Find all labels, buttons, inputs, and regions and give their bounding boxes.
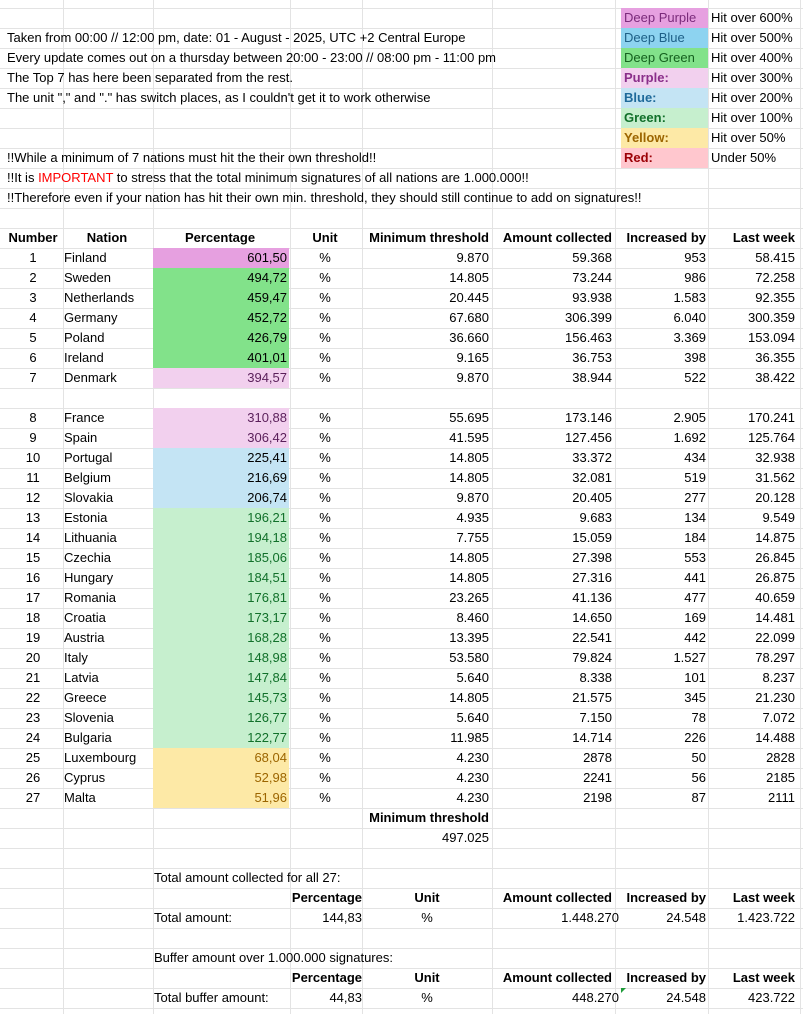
cell-percentage[interactable]: 452,72 [247, 310, 287, 325]
cell-min-threshold[interactable]: 9.870 [456, 250, 489, 265]
cell-unit[interactable]: % [319, 770, 331, 785]
legend-description[interactable]: Hit over 400% [711, 50, 793, 65]
buffer-last-week[interactable]: 423.722 [748, 990, 795, 1005]
cell-last-week[interactable]: 36.355 [755, 350, 795, 365]
cell-amount-collected[interactable]: 306.399 [565, 310, 612, 325]
cell-number[interactable]: 13 [25, 510, 41, 525]
cell-increased-by[interactable]: 1.583 [673, 290, 706, 305]
legend-description[interactable]: Hit over 600% [711, 10, 793, 25]
cell-unit[interactable]: % [319, 650, 331, 665]
header-percentage[interactable]: Percentage [184, 230, 256, 245]
cell-percentage[interactable]: 196,21 [247, 510, 287, 525]
cell-nation[interactable]: Germany [64, 310, 118, 325]
cell-percentage[interactable]: 176,81 [247, 590, 287, 605]
cell-percentage[interactable]: 306,42 [247, 430, 287, 445]
cell-percentage[interactable]: 310,88 [247, 410, 287, 425]
cell-amount-collected[interactable]: 7.150 [579, 710, 612, 725]
cell-nation[interactable]: Netherlands [64, 290, 135, 305]
legend-description[interactable]: Hit over 50% [711, 130, 786, 145]
cell-amount-collected[interactable]: 36.753 [572, 350, 612, 365]
cell-unit[interactable]: % [319, 730, 331, 745]
cell-nation[interactable]: Austria [64, 630, 105, 645]
cell-number[interactable]: 27 [25, 790, 41, 805]
cell-percentage[interactable]: 206,74 [247, 490, 287, 505]
cell-unit[interactable]: % [319, 470, 331, 485]
cell-amount-collected[interactable]: 2241 [583, 770, 612, 785]
cell-number[interactable]: 12 [25, 490, 41, 505]
buffer-percentage[interactable]: 44,83 [329, 990, 362, 1005]
total-title[interactable]: Total amount collected for all 27: [154, 870, 341, 885]
cell-unit[interactable]: % [319, 610, 331, 625]
cell-amount-collected[interactable]: 79.824 [572, 650, 612, 665]
cell-unit[interactable]: % [319, 270, 331, 285]
header-increased-by[interactable]: Increased by [626, 230, 706, 245]
cell-percentage[interactable]: 168,28 [247, 630, 287, 645]
cell-increased-by[interactable]: 522 [684, 370, 706, 385]
cell-amount-collected[interactable]: 32.081 [572, 470, 612, 485]
buffer-increased-by[interactable]: 24.548 [666, 990, 706, 1005]
cell-min-threshold[interactable]: 36.660 [449, 330, 489, 345]
cell-min-threshold[interactable]: 14.805 [449, 570, 489, 585]
buffer-header-increased[interactable]: Increased by [626, 970, 706, 985]
cell-number[interactable]: 8 [29, 410, 37, 425]
cell-min-threshold[interactable]: 9.870 [456, 490, 489, 505]
cell-last-week[interactable]: 92.355 [755, 290, 795, 305]
cell-min-threshold[interactable]: 7.755 [456, 530, 489, 545]
cell-amount-collected[interactable]: 9.683 [579, 510, 612, 525]
important-highlight: IMPORTANT [38, 170, 114, 185]
cell-number[interactable]: 22 [25, 690, 41, 705]
cell-min-threshold[interactable]: 9.165 [456, 350, 489, 365]
cell-nation[interactable]: Hungary [64, 570, 114, 585]
cell-percentage[interactable]: 145,73 [247, 690, 287, 705]
cell-min-threshold[interactable]: 14.805 [449, 470, 489, 485]
cell-last-week[interactable]: 125.764 [748, 430, 795, 445]
cell-last-week[interactable]: 26.875 [755, 570, 795, 585]
cell-unit[interactable]: % [319, 550, 331, 565]
cell-last-week[interactable]: 170.241 [748, 410, 795, 425]
cell-nation[interactable]: Slovakia [64, 490, 114, 505]
cell-min-threshold[interactable]: 4.935 [456, 510, 489, 525]
warning-suffix: to stress that the total minimum signatures of all nations are 1.000.000!! [113, 170, 529, 185]
cell-increased-by[interactable]: 78 [691, 710, 706, 725]
cell-min-threshold[interactable]: 9.870 [456, 370, 489, 385]
cell-amount-collected[interactable]: 2878 [583, 750, 612, 765]
cell-unit[interactable]: % [319, 250, 331, 265]
cell-min-threshold[interactable]: 5.640 [456, 670, 489, 685]
cell-number[interactable]: 7 [29, 370, 37, 385]
cell-amount-collected[interactable]: 156.463 [565, 330, 612, 345]
note-line-1[interactable]: Taken from 00:00 // 12:00 pm, date: 01 - August - 2025, UTC +2 Central Europe [7, 30, 466, 45]
cell-percentage[interactable]: 52,98 [254, 770, 287, 785]
header-min-threshold[interactable]: Minimum threshold [369, 230, 489, 245]
cell-nation[interactable]: Spain [64, 430, 98, 445]
cell-min-threshold[interactable]: 14.805 [449, 550, 489, 565]
cell-min-threshold[interactable]: 20.445 [449, 290, 489, 305]
cell-percentage[interactable]: 51,96 [254, 790, 287, 805]
cell-increased-by[interactable]: 477 [684, 590, 706, 605]
cell-number[interactable]: 21 [25, 670, 41, 685]
cell-number[interactable]: 14 [25, 530, 41, 545]
cell-number[interactable]: 16 [25, 570, 41, 585]
cell-increased-by[interactable]: 56 [691, 770, 706, 785]
cell-last-week[interactable]: 22.099 [755, 630, 795, 645]
cell-nation[interactable]: Portugal [64, 450, 113, 465]
cell-number[interactable]: 5 [29, 330, 37, 345]
cell-percentage[interactable]: 148,98 [247, 650, 287, 665]
total-percentage[interactable]: 144,83 [322, 910, 362, 925]
cell-nation[interactable]: Cyprus [64, 770, 106, 785]
cell-last-week[interactable]: 21.230 [755, 690, 795, 705]
cell-amount-collected[interactable]: 127.456 [565, 430, 612, 445]
cell-increased-by[interactable]: 441 [684, 570, 706, 585]
cell-last-week[interactable]: 2185 [766, 770, 795, 785]
cell-min-threshold[interactable]: 14.805 [449, 270, 489, 285]
cell-percentage[interactable]: 173,17 [247, 610, 287, 625]
legend-description[interactable]: Hit over 500% [711, 30, 793, 45]
cell-unit[interactable]: % [319, 490, 331, 505]
total-header-percentage[interactable]: Percentage [291, 890, 362, 905]
header-unit[interactable]: Unit [312, 230, 338, 245]
cell-percentage[interactable]: 459,47 [247, 290, 287, 305]
cell-unit[interactable]: % [319, 530, 331, 545]
cell-last-week[interactable]: 78.297 [755, 650, 795, 665]
cell-last-week[interactable]: 2828 [766, 750, 795, 765]
cell-nation[interactable]: Estonia [64, 510, 108, 525]
buffer-unit[interactable]: % [421, 990, 433, 1005]
cell-unit[interactable]: % [319, 430, 331, 445]
cell-amount-collected[interactable]: 14.714 [572, 730, 612, 745]
cell-last-week[interactable]: 14.481 [755, 610, 795, 625]
cell-percentage[interactable]: 401,01 [247, 350, 287, 365]
cell-percentage[interactable]: 225,41 [247, 450, 287, 465]
cell-last-week[interactable]: 20.128 [755, 490, 795, 505]
cell-last-week[interactable]: 8.237 [762, 670, 795, 685]
cell-number[interactable]: 3 [29, 290, 37, 305]
cell-nation[interactable]: Finland [64, 250, 107, 265]
cell-increased-by[interactable]: 226 [684, 730, 706, 745]
total-header-last-week[interactable]: Last week [732, 890, 795, 905]
cell-amount-collected[interactable]: 22.541 [572, 630, 612, 645]
cell-increased-by[interactable]: 953 [684, 250, 706, 265]
total-last-week[interactable]: 1.423.722 [737, 910, 795, 925]
cell-unit[interactable]: % [319, 510, 331, 525]
buffer-header-last-week[interactable]: Last week [732, 970, 795, 985]
cell-last-week[interactable]: 26.845 [755, 550, 795, 565]
cell-amount-collected[interactable]: 59.368 [572, 250, 612, 265]
cell-percentage[interactable]: 194,18 [247, 530, 287, 545]
cell-increased-by[interactable]: 6.040 [673, 310, 706, 325]
cell-amount-collected[interactable]: 14.650 [572, 610, 612, 625]
cell-unit[interactable]: % [319, 570, 331, 585]
cell-unit[interactable]: % [319, 330, 331, 345]
cell-increased-by[interactable]: 184 [684, 530, 706, 545]
cell-last-week[interactable]: 153.094 [748, 330, 795, 345]
cell-unit[interactable]: % [319, 590, 331, 605]
buffer-header-unit[interactable]: Unit [414, 970, 440, 985]
header-nation[interactable]: Nation [86, 230, 128, 245]
cell-increased-by[interactable]: 398 [684, 350, 706, 365]
legend-description[interactable]: Hit over 200% [711, 90, 793, 105]
header-last-week[interactable]: Last week [732, 230, 795, 245]
cell-amount-collected[interactable]: 73.244 [572, 270, 612, 285]
cell-percentage[interactable]: 494,72 [247, 270, 287, 285]
cell-percentage[interactable]: 185,06 [247, 550, 287, 565]
cell-number[interactable]: 15 [25, 550, 41, 565]
cell-amount-collected[interactable]: 27.398 [572, 550, 612, 565]
cell-unit[interactable]: % [319, 670, 331, 685]
total-header-unit[interactable]: Unit [414, 890, 440, 905]
cell-unit[interactable]: % [319, 290, 331, 305]
cell-last-week[interactable]: 40.659 [755, 590, 795, 605]
cell-percentage[interactable]: 147,84 [247, 670, 287, 685]
warning-line-2[interactable] [7, 168, 529, 188]
legend-description[interactable]: Under 50% [711, 150, 777, 165]
cell-number[interactable]: 2 [29, 270, 37, 285]
legend-swatch[interactable]: Deep Purple [621, 8, 708, 28]
cell-nation[interactable]: Romania [64, 590, 117, 605]
cell-last-week[interactable]: 300.359 [748, 310, 795, 325]
cell-nation[interactable]: Croatia [64, 610, 106, 625]
total-header-amount[interactable]: Amount collected [502, 890, 612, 905]
total-label[interactable]: Total amount: [154, 910, 233, 925]
cell-percentage[interactable]: 122,77 [247, 730, 287, 745]
cell-increased-by[interactable]: 1.527 [673, 650, 706, 665]
total-amount-collected[interactable]: 1.448.270 [561, 910, 619, 925]
cell-min-threshold[interactable]: 4.230 [456, 770, 489, 785]
cell-number[interactable]: 11 [26, 470, 40, 485]
legend-description[interactable]: Hit over 100% [711, 110, 793, 125]
cell-amount-collected[interactable]: 33.372 [572, 450, 612, 465]
total-unit[interactable]: % [421, 910, 433, 925]
cell-last-week[interactable]: 72.258 [755, 270, 795, 285]
cell-nation[interactable]: France [64, 410, 105, 425]
cell-increased-by[interactable]: 169 [684, 610, 706, 625]
warning-line-1[interactable]: !!While a minimum of 7 nations must hit the their own threshold!! [7, 150, 377, 165]
cell-increased-by[interactable]: 277 [684, 490, 706, 505]
cell-number[interactable]: 20 [25, 650, 41, 665]
cell-min-threshold[interactable]: 13.395 [449, 630, 489, 645]
header-amount-collected[interactable]: Amount collected [502, 230, 612, 245]
buffer-label[interactable]: Total buffer amount: [154, 990, 269, 1005]
cell-unit[interactable]: % [319, 690, 331, 705]
cell-min-threshold[interactable]: 41.595 [449, 430, 489, 445]
cell-number[interactable]: 24 [25, 730, 41, 745]
cell-last-week[interactable]: 31.562 [755, 470, 795, 485]
legend-description[interactable]: Hit over 300% [711, 70, 793, 85]
cell-amount-collected[interactable]: 8.338 [579, 670, 612, 685]
cell-nation[interactable]: Malta [64, 790, 96, 805]
buffer-title[interactable]: Buffer amount over 1.000.000 signatures: [154, 950, 393, 965]
cell-percentage[interactable]: 394,57 [247, 370, 287, 385]
cell-nation[interactable]: Lithuania [64, 530, 117, 545]
cell-increased-by[interactable]: 1.692 [673, 430, 706, 445]
cell-increased-by[interactable]: 134 [684, 510, 706, 525]
cell-unit[interactable]: % [319, 410, 331, 425]
note-line-2[interactable]: Every update comes out on a thursday between 20:00 - 23:00 // 08:00 pm - 11:00 pm [7, 50, 497, 65]
cell-min-threshold[interactable]: 8.460 [456, 610, 489, 625]
cell-last-week[interactable]: 58.415 [755, 250, 795, 265]
legend-swatch[interactable]: Purple: [621, 68, 708, 88]
header-number[interactable]: Number [8, 230, 58, 245]
cell-min-threshold[interactable]: 14.805 [449, 450, 489, 465]
cell-percentage[interactable]: 184,51 [247, 570, 287, 585]
cell-nation[interactable]: Ireland [64, 350, 104, 365]
cell-number[interactable]: 18 [25, 610, 41, 625]
cell-last-week[interactable]: 14.488 [755, 730, 795, 745]
cell-number[interactable]: 26 [25, 770, 41, 785]
cell-nation[interactable]: Bulgaria [64, 730, 112, 745]
cell-nation[interactable]: Poland [64, 330, 105, 345]
cell-nation[interactable]: Czechia [64, 550, 111, 565]
cell-min-threshold[interactable]: 67.680 [449, 310, 489, 325]
cell-nation[interactable]: Belgium [64, 470, 111, 485]
legend-swatch[interactable]: Yellow: [621, 128, 708, 148]
cell-nation[interactable]: Italy [64, 650, 88, 665]
cell-min-threshold[interactable]: 5.640 [456, 710, 489, 725]
cell-min-threshold[interactable]: 11.985 [450, 730, 489, 745]
cell-increased-by[interactable]: 434 [684, 450, 706, 465]
cell-number[interactable]: 6 [29, 350, 37, 365]
cell-amount-collected[interactable]: 41.136 [572, 590, 612, 605]
cell-number[interactable]: 1 [29, 250, 37, 265]
cell-last-week[interactable]: 32.938 [755, 450, 795, 465]
cell-amount-collected[interactable]: 173.146 [565, 410, 612, 425]
legend-swatch[interactable]: Red: [621, 148, 708, 168]
cell-nation[interactable]: Greece [64, 690, 107, 705]
cell-amount-collected[interactable]: 2198 [583, 790, 612, 805]
cell-nation[interactable]: Luxembourg [64, 750, 137, 765]
buffer-header-amount[interactable]: Amount collected [502, 970, 612, 985]
cell-amount-collected[interactable]: 38.944 [572, 370, 612, 385]
min-threshold-total-value[interactable]: 497.025 [442, 830, 489, 845]
note-line-4[interactable]: The unit "," and "." has switch places, as I couldn't get it to work otherwise [7, 90, 431, 105]
cell-amount-collected[interactable]: 27.316 [572, 570, 612, 585]
cell-last-week[interactable]: 7.072 [762, 710, 795, 725]
cell-percentage[interactable]: 126,77 [247, 710, 287, 725]
cell-unit[interactable]: % [319, 710, 331, 725]
cell-min-threshold[interactable]: 53.580 [449, 650, 489, 665]
min-threshold-total-label[interactable]: Minimum threshold [369, 810, 489, 825]
cell-min-threshold[interactable]: 4.230 [456, 750, 489, 765]
cell-min-threshold[interactable]: 55.695 [449, 410, 489, 425]
buffer-amount-collected[interactable]: 448.270 [572, 990, 619, 1005]
legend-swatch[interactable]: Blue: [621, 88, 708, 108]
cell-percentage[interactable]: 601,50 [247, 250, 287, 265]
cell-increased-by[interactable]: 345 [684, 690, 706, 705]
cell-number[interactable]: 17 [25, 590, 41, 605]
cell-increased-by[interactable]: 101 [684, 670, 706, 685]
cell-number[interactable]: 25 [25, 750, 41, 765]
cell-unit[interactable]: % [319, 630, 331, 645]
cell-nation[interactable]: Slovenia [64, 710, 114, 725]
cell-number[interactable]: 10 [25, 450, 41, 465]
cell-unit[interactable]: % [319, 450, 331, 465]
cell-min-threshold[interactable]: 23.265 [449, 590, 489, 605]
cell-unit[interactable]: % [319, 750, 331, 765]
cell-number[interactable]: 23 [25, 710, 41, 725]
warning-line-3[interactable]: !!Therefore even if your nation has hit their own min. threshold, they should still continue to add on signatures!! [7, 190, 642, 205]
cell-amount-collected[interactable]: 93.938 [572, 290, 612, 305]
cell-increased-by[interactable]: 3.369 [673, 330, 706, 345]
legend-swatch[interactable]: Green: [621, 108, 708, 128]
cell-last-week[interactable]: 14.875 [755, 530, 795, 545]
cell-percentage[interactable]: 426,79 [247, 330, 287, 345]
cell-number[interactable]: 19 [25, 630, 41, 645]
cell-unit[interactable]: % [319, 350, 331, 365]
cell-increased-by[interactable]: 2.905 [673, 410, 706, 425]
cell-last-week[interactable]: 38.422 [755, 370, 795, 385]
cell-increased-by[interactable]: 519 [684, 470, 706, 485]
legend-swatch[interactable]: Deep Blue [621, 28, 708, 48]
cell-increased-by[interactable]: 553 [684, 550, 706, 565]
cell-min-threshold[interactable]: 14.805 [449, 690, 489, 705]
cell-nation[interactable]: Sweden [64, 270, 111, 285]
cell-unit[interactable]: % [319, 310, 331, 325]
cell-percentage[interactable]: 216,69 [247, 470, 287, 485]
cell-increased-by[interactable]: 87 [691, 790, 706, 805]
buffer-header-percentage[interactable]: Percentage [291, 970, 362, 985]
legend-swatch[interactable]: Deep Green [621, 48, 708, 68]
cell-amount-collected[interactable]: 15.059 [572, 530, 612, 545]
cell-nation[interactable]: Latvia [64, 670, 99, 685]
cell-percentage[interactable]: 68,04 [254, 750, 287, 765]
cell-number[interactable]: 9 [29, 430, 37, 445]
note-line-3[interactable]: The Top 7 has here been separated from the rest. [7, 70, 293, 85]
cell-last-week[interactable]: 9.549 [762, 510, 795, 525]
cell-amount-collected[interactable]: 21.575 [572, 690, 612, 705]
cell-increased-by[interactable]: 986 [684, 270, 706, 285]
total-increased-by[interactable]: 24.548 [666, 910, 706, 925]
cell-last-week[interactable]: 2111 [768, 790, 795, 805]
cell-unit[interactable]: % [319, 370, 331, 385]
cell-number[interactable]: 4 [29, 310, 37, 325]
cell-min-threshold[interactable]: 4.230 [456, 790, 489, 805]
cell-nation[interactable]: Denmark [64, 370, 117, 385]
cell-increased-by[interactable]: 50 [691, 750, 706, 765]
cell-amount-collected[interactable]: 20.405 [572, 490, 612, 505]
total-header-increased[interactable]: Increased by [626, 890, 706, 905]
cell-increased-by[interactable]: 442 [684, 630, 706, 645]
cell-unit[interactable]: % [319, 790, 331, 805]
warning-prefix: !!It is [7, 170, 39, 185]
